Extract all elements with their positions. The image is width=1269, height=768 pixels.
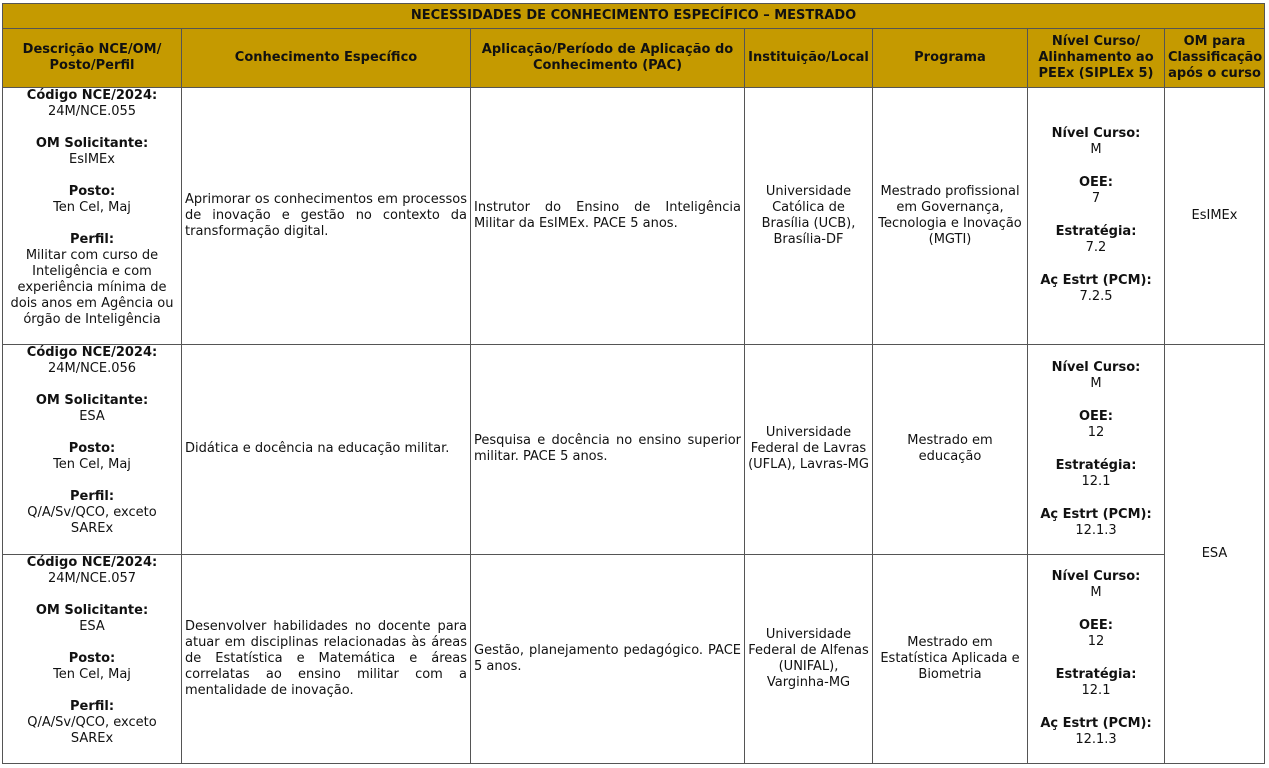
nivel-cell: [1028, 87, 1165, 345]
conhecimento-cell: Desenvolver habilidades no docente para atuar em disciplinas relacionadas às áreas de Estatística e Matemática e áreas correlatas ao ensino militar com a mentalidade de inovação.: [182, 554, 471, 763]
codigo-label: Código NCE/2024:: [26, 87, 158, 103]
descricao-cell: [3, 87, 182, 345]
perfil-value: Q/A/Sv/QCO, exceto SAREx: [27, 505, 157, 537]
perfil-value: Militar com curso de Inteligência e com experiência mínima de dois anos em Agência ou órgão de Inteligência: [10, 247, 174, 327]
om-solicitante-value: ESA: [79, 409, 105, 425]
perfil-value: Q/A/Sv/QCO, exceto SAREx: [27, 714, 157, 746]
codigo-label: Código NCE/2024:: [26, 345, 158, 361]
posto-value: Ten Cel, Maj: [53, 199, 131, 215]
conhecimento-cell: Aprimorar os conhecimentos em processos de inovação e gestão no contexto da transformação digital.: [182, 87, 471, 345]
programa-cell: Mestrado profissional em Governança, Tecnologia e Inovação (MGTI): [873, 87, 1028, 345]
oee-label: OEE:: [1078, 618, 1113, 634]
om-solicitante-label: OM Solicitante:: [35, 393, 149, 409]
estrategia-value: 12.1: [1081, 473, 1111, 489]
header-conhecimento: Conhecimento Específico: [182, 29, 471, 87]
oee-label: OEE:: [1078, 408, 1113, 424]
oee-value: 12: [1087, 634, 1105, 650]
aplicacao-cell: Instrutor do Ensino de Inteligência Militar da EsIMEx. PACE 5 anos.: [471, 87, 745, 345]
aplicacao-cell: Pesquisa e docência no ensino superior militar. PACE 5 anos.: [471, 345, 745, 554]
codigo-value: 24M/NCE.057: [47, 570, 137, 586]
estrategia-label: Estratégia:: [1055, 224, 1137, 240]
acao-value: 12.1.3: [1075, 732, 1117, 748]
om-solicitante-value: ESA: [79, 618, 105, 634]
nivel-value: M: [1090, 142, 1102, 158]
oee-value: 12: [1087, 424, 1105, 440]
oee-label: OEE:: [1078, 175, 1113, 191]
nivel-label: Nível Curso:: [1051, 569, 1141, 585]
estrategia-label: Estratégia:: [1055, 667, 1137, 683]
om-solicitante-label: OM Solicitante:: [35, 602, 149, 618]
nivel-value: M: [1090, 375, 1102, 391]
om-classificacao-cell: ESA: [1165, 345, 1265, 764]
posto-label: Posto:: [68, 183, 116, 199]
om-solicitante-value: EsIMEx: [69, 151, 115, 167]
table-row: [3, 554, 1265, 763]
om-classificacao-cell: EsIMEx: [1165, 87, 1265, 345]
codigo-value: 24M/NCE.055: [47, 103, 137, 119]
programa-cell: Mestrado em Estatística Aplicada e Biometria: [873, 554, 1028, 763]
estrategia-label: Estratégia:: [1055, 457, 1137, 473]
instituicao-cell: Universidade Católica de Brasília (UCB), Brasília-DF: [745, 87, 873, 345]
table-row: [3, 87, 1265, 345]
nivel-cell: [1028, 554, 1165, 763]
posto-label: Posto:: [68, 650, 116, 666]
header-row: [3, 29, 1265, 87]
descricao-cell: [3, 554, 182, 763]
posto-value: Ten Cel, Maj: [53, 666, 131, 682]
acao-value: 7.2.5: [1079, 289, 1113, 305]
header-instituicao: Instituição/Local: [745, 29, 873, 87]
descricao-cell: [3, 345, 182, 554]
acao-label: Aç Estrt (PCM):: [1040, 506, 1152, 522]
posto-value: Ten Cel, Maj: [53, 457, 131, 473]
codigo-label: Código NCE/2024:: [26, 554, 158, 570]
perfil-label: Perfil:: [69, 489, 115, 505]
conhecimento-cell: Didática e docência na educação militar.: [182, 345, 471, 554]
nivel-cell: [1028, 345, 1165, 554]
header-om-classificacao: OM para Classificação após o curso: [1165, 29, 1265, 87]
header-programa: Programa: [873, 29, 1028, 87]
header-nivel: Nível Curso/ Alinhamento ao PEEx (SIPLEx 5): [1028, 29, 1165, 87]
nivel-label: Nível Curso:: [1051, 126, 1141, 142]
acao-label: Aç Estrt (PCM):: [1040, 716, 1152, 732]
oee-value: 7: [1091, 191, 1101, 207]
posto-label: Posto:: [68, 441, 116, 457]
estrategia-value: 12.1: [1081, 683, 1111, 699]
table-title: NECESSIDADES DE CONHECIMENTO ESPECÍFICO – MESTRADO: [3, 4, 1265, 29]
estrategia-value: 7.2: [1085, 240, 1107, 256]
nivel-value: M: [1090, 585, 1102, 601]
instituicao-cell: Universidade Federal de Lavras (UFLA), Lavras-MG: [745, 345, 873, 554]
nivel-label: Nível Curso:: [1051, 359, 1141, 375]
instituicao-cell: Universidade Federal de Alfenas (UNIFAL), Varginha-MG: [745, 554, 873, 763]
table-row: [3, 345, 1265, 554]
header-aplicacao: Aplicação/Período de Aplicação do Conhecimento (PAC): [471, 29, 745, 87]
codigo-value: 24M/NCE.056: [47, 361, 137, 377]
header-descricao: Descrição NCE/OM/ Posto/Perfil: [3, 29, 182, 87]
acao-label: Aç Estrt (PCM):: [1040, 273, 1152, 289]
perfil-label: Perfil:: [69, 698, 115, 714]
om-solicitante-label: OM Solicitante:: [35, 135, 149, 151]
programa-cell: Mestrado em educação: [873, 345, 1028, 554]
acao-value: 12.1.3: [1075, 522, 1117, 538]
perfil-label: Perfil:: [69, 231, 115, 247]
aplicacao-cell: Gestão, planejamento pedagógico. PACE 5 anos.: [471, 554, 745, 763]
nce-table: [2, 3, 1265, 764]
